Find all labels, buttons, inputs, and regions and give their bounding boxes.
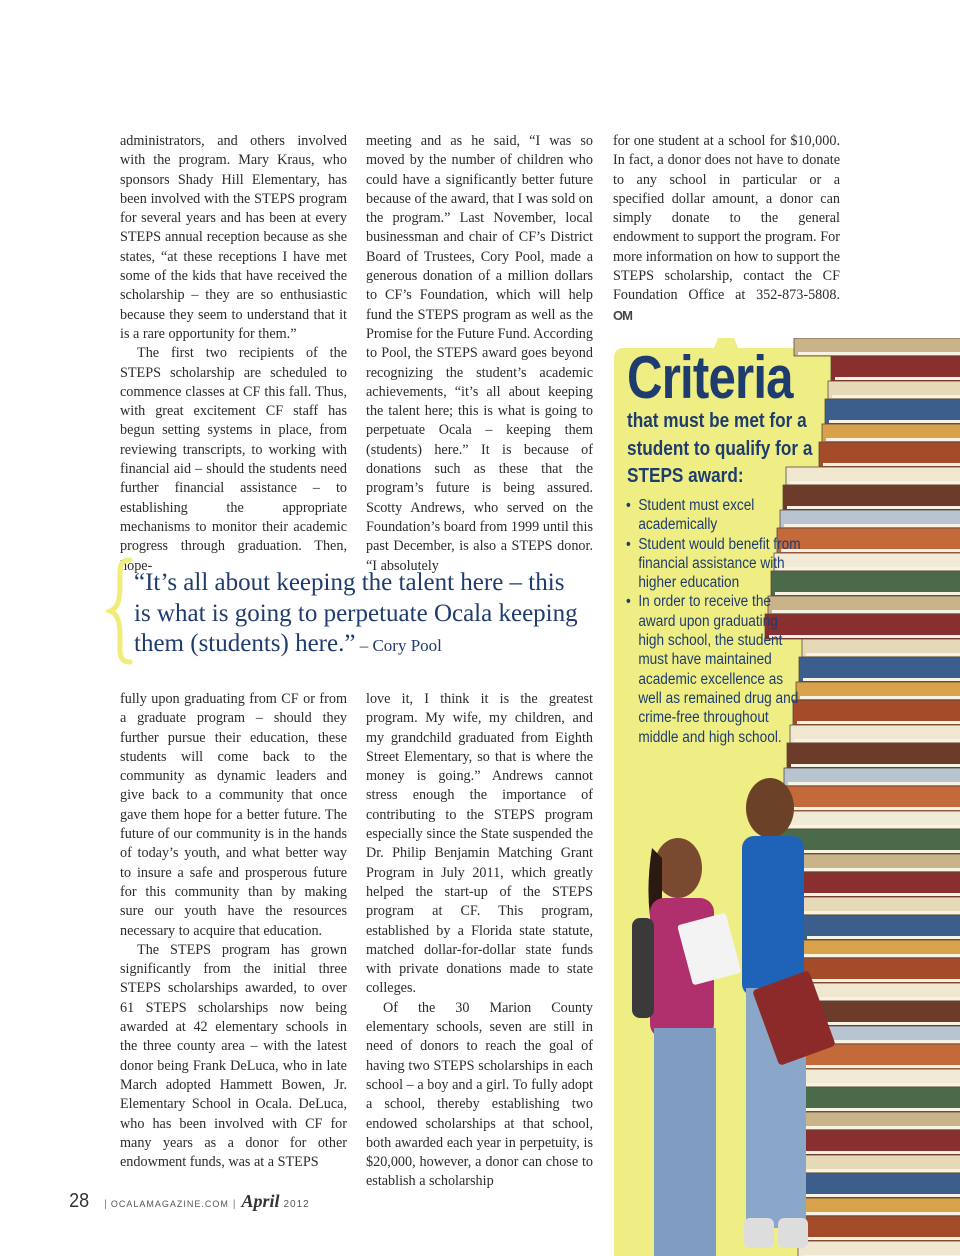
page-number: 28 bbox=[69, 1190, 90, 1212]
book-pages bbox=[780, 1126, 960, 1129]
paragraph: The first two recipients of the STEPS scholarship are scheduled to commence classes at CF this fall. Thus, with great excitement CF staff has begun setting systems in place, from reviewing transcripts, to working with financial aid – should the students need further financial assistance – to establishing the appropriate mechanisms to monitor their academic progress through graduation. Then, hope- bbox=[120, 345, 347, 574]
book-pages bbox=[783, 1108, 960, 1111]
paragraph: Of the 30 Marion County elementary schools, seven are still in need of donors to reach the goal of having two STEPS scholarships in each school – a boy and a girl. To fully adopt a school, thereby establishing two endowed scholarships at that school, both awarded each year in perpetuity, is $20,000, however, a donor can chose to establish a scholarship bbox=[366, 999, 593, 1190]
article-column-1-bottom bbox=[120, 690, 347, 1172]
article-column-1-top bbox=[120, 132, 347, 576]
book-pages bbox=[785, 807, 960, 810]
book-pages bbox=[835, 377, 960, 380]
book-pages bbox=[807, 936, 960, 939]
criteria-item: • Student must excel academically bbox=[626, 496, 806, 535]
criteria-list bbox=[626, 496, 801, 747]
curly-brace-icon bbox=[106, 556, 136, 666]
book-pages bbox=[782, 825, 960, 828]
book-pages bbox=[788, 782, 960, 785]
footer-separator: | bbox=[104, 1199, 107, 1210]
book-pages bbox=[787, 506, 960, 509]
book-pages bbox=[794, 739, 960, 742]
article-column-2-bottom bbox=[366, 690, 593, 1192]
criteria-subtitle: that must be met for a student to qualify for a STEPS award: bbox=[627, 410, 813, 487]
book-pages bbox=[786, 1083, 960, 1086]
book-pages bbox=[826, 438, 960, 441]
book-pages bbox=[801, 979, 960, 982]
book-pages bbox=[798, 352, 960, 355]
end-mark: OM bbox=[613, 307, 632, 323]
issue-year: 2012 bbox=[283, 1199, 310, 1210]
book-pages bbox=[823, 463, 960, 466]
paragraph: administrators, and others involved with the program. Mary Kraus, who sponsors Shady Hill Elementary, has been involved with the STEPS program for several years and has been at every STEPS annual reception because as she states, “at these receptions I have met some of the kids that have received the scholarship – they are so enthusiastic because they seem to understand that it is a rare opportunity for them.” bbox=[120, 133, 347, 342]
book-pages bbox=[832, 395, 960, 398]
book-pages bbox=[806, 653, 960, 656]
book-pages bbox=[829, 420, 960, 423]
book-pages bbox=[803, 678, 960, 681]
paragraph: meeting and as he said, “I was so moved by the number of children who could have a significantly better future because of the award, that I was sold on the program.” Last November, local businessman and chair of CF’s District Board of Trustees, Cory Pool, made a generous donation of a million dollars to CF’s Foundation, which will help fund the STEPS program as well as the Promise for the Future Fund. According to Pool, the STEPS award goes beyond recognizing the student’s academic achievements, “it’s all about keeping the talent here; this is what is going to perpetuate Ocala – keeping them (students) here.” It is because of donations such as these that the program’s future is being assured. Scotty Andrews, who served on the Foundation’s board from 1999 until this past December, is also a STEPS donor. “I absolutely bbox=[366, 133, 593, 574]
book-pages bbox=[800, 696, 960, 699]
page-footer bbox=[68, 1190, 310, 1214]
criteria-item: • Student would benefit from financial assistance with higher education bbox=[626, 535, 806, 593]
book-pages bbox=[779, 850, 960, 853]
book-pages bbox=[805, 1237, 960, 1240]
pull-quote-attribution: – Cory Pool bbox=[355, 636, 442, 655]
criteria-title: Criteria bbox=[627, 344, 793, 411]
paragraph: fully upon graduating from CF or from a graduate program – should they further pursue their education, these students will come back to the community as dynamic leaders and give back to a community that once gave them hope for a better future. The future of our community is in the hands of today’s youth, and what better way to insure a safe and prosperous future for this community than by making sure our youth have the resources necessary to acquire that education. bbox=[120, 691, 347, 939]
book-pages bbox=[797, 721, 960, 724]
book-pages bbox=[789, 1065, 960, 1068]
issue-month: April bbox=[241, 1191, 280, 1211]
footer-separator: | bbox=[232, 1199, 236, 1210]
article-column-2-top bbox=[366, 132, 593, 576]
criteria-item: • In order to receive the award upon graduating high school, the student must have maintained academic excellence as well as remained drug and crime-free throughout middle and high school. bbox=[626, 592, 806, 746]
article-column-3-top bbox=[613, 132, 840, 326]
pull-quote bbox=[106, 556, 586, 666]
paragraph bbox=[613, 132, 840, 326]
book-pages bbox=[804, 954, 960, 957]
book-pages bbox=[784, 524, 960, 527]
book bbox=[798, 1241, 960, 1256]
book-pages bbox=[791, 764, 960, 767]
book-pages bbox=[781, 549, 960, 552]
closing-paragraph-text: for one student at a school for $10,000. In fact, a donor does not have to donate to any school in particular or a specified dollar amount, a donor can simply donate to the general endowment to support the program. For more information on how to support the STEPS scholarship, contact the CF Foundation Office at 352-873-5808. bbox=[613, 133, 840, 304]
book-pages bbox=[798, 997, 960, 1000]
paragraph: The STEPS program has grown significantly from the initial three STEPS scholarships awarded, to over 61 STEPS scholarships now being awarded at 42 elementary schools in the three county area – with the latest donor being Frank DeLuca, who in late March adopted Hammett Bowen, Jr. Elementary School in Ocala. DeLuca, who has been involved with CF for many years as a donor for other endowment funds, was at a STEPS bbox=[120, 941, 347, 1171]
pull-quote-text: “It’s all about keeping the talent here – this is what is going to perpetuate Ocala keeping them (students) here.” bbox=[134, 569, 578, 657]
magazine-website: OCALAMAGAZINE.COM bbox=[110, 1199, 229, 1209]
paragraph: love it, I think it is the greatest program. My wife, my children, and my grandchild graduated from Eighth Street Elementary, so that is where the money is going.” Andrews cannot stress enough the importance of contributing to the STEPS program especially since the State suspended the Dr. Philip Benjamin Matching Grant Program in July 2011, which greatly helped the start-up of the STEPS program at CF. This program, established by a Florida state statute, matched dollar-for-dollar state funds with private donations made to state colleges. bbox=[366, 691, 593, 997]
